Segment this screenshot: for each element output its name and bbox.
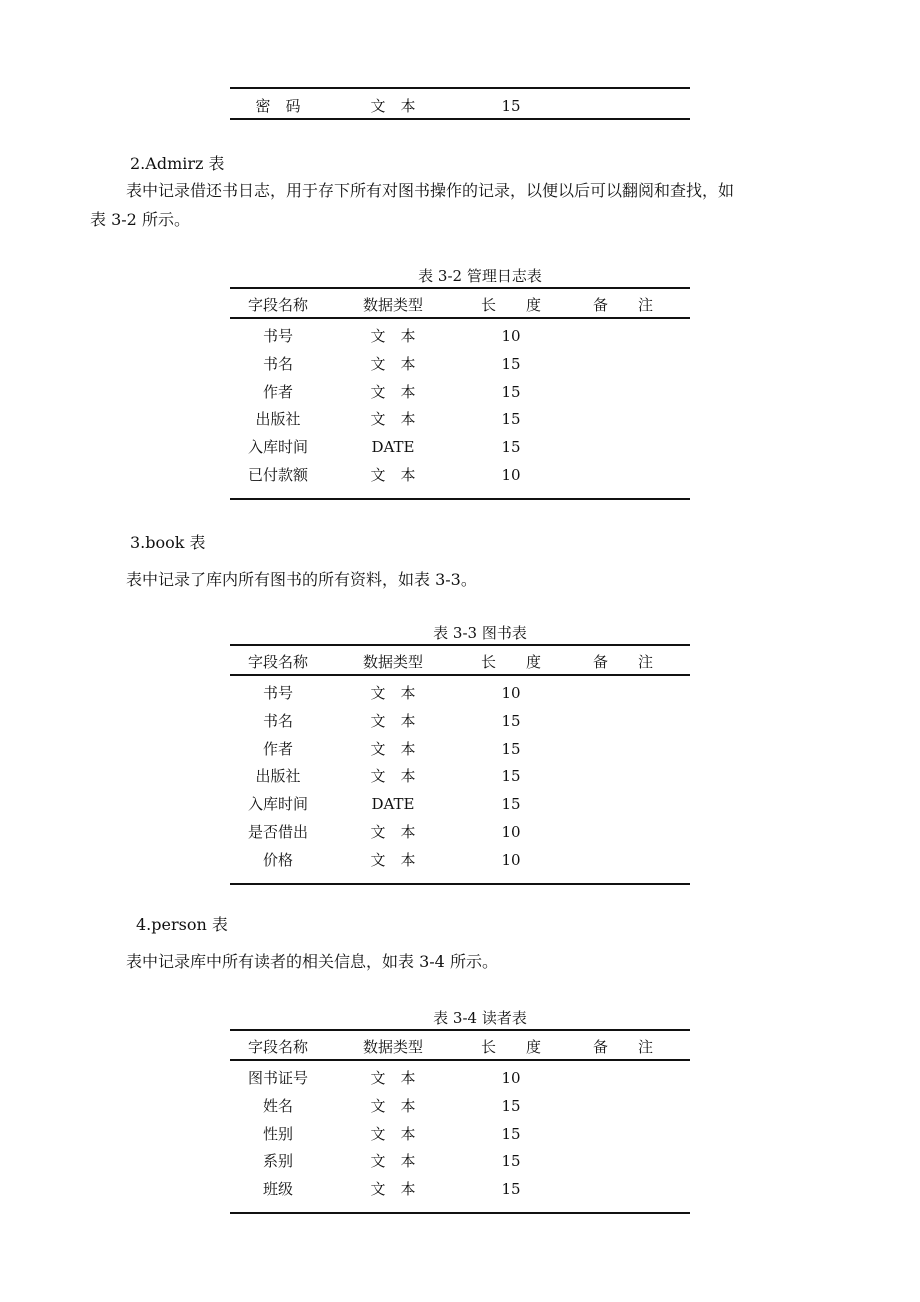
table-cell: 15 [501, 382, 521, 401]
table-cell: 文 本 [370, 1152, 416, 1171]
table-cell: 文 本 [370, 739, 416, 758]
table-cell: 已付款额 [247, 466, 309, 484]
table-cell: 文 本 [370, 97, 416, 115]
table-header-cell: 长 度 [480, 296, 542, 314]
table-cell: 15 [501, 767, 521, 786]
table-cell: 10 [501, 1069, 521, 1087]
table-cell: 文 本 [370, 767, 416, 786]
table-top-rule [230, 87, 690, 89]
table-cell: 书名 [262, 354, 294, 373]
table-cell: 系别 [262, 1152, 294, 1171]
data-table [230, 287, 690, 500]
table-top-rule [230, 1029, 690, 1031]
table-bottom-rule [230, 1212, 690, 1214]
table-header-cell: 数据类型 [362, 1038, 424, 1056]
table-cell: 出版社 [255, 410, 301, 429]
section-paragraph: 表中记录借还书日志，用于存下所有对图书操作的记录，以便以后可以翻阅和查找，如 [126, 181, 735, 200]
table-cell: 书号 [262, 327, 294, 345]
table-header-cell: 备 注 [592, 296, 654, 314]
table-cell: 15 [501, 1096, 521, 1115]
table-cell: 书号 [262, 684, 294, 702]
table-cell: 文 本 [370, 823, 416, 841]
table-header-cell: 备 注 [592, 653, 654, 671]
table-header-rule [230, 674, 690, 676]
table-header-cell: 字段名称 [247, 1038, 309, 1056]
table-top-rule [230, 287, 690, 289]
table-cell: 15 [501, 1152, 521, 1171]
table-cell: 入库时间 [247, 438, 309, 457]
table-header-cell: 数据类型 [362, 653, 424, 671]
table-cell: 15 [501, 1180, 521, 1199]
table-cell: 姓名 [262, 1096, 294, 1115]
table-cell: 15 [501, 354, 521, 373]
section-heading: 3.book 表 [130, 533, 206, 552]
table-cell: 是否借出 [247, 823, 309, 841]
table-bottom-rule [230, 883, 690, 885]
section-paragraph-cont: 表 3-2 所示。 [90, 210, 190, 229]
table-header-cell: 长 度 [480, 1038, 542, 1056]
table-cell: 文 本 [370, 1069, 416, 1087]
table-caption: 表 3-3 图书表 [433, 624, 527, 642]
data-table [230, 1029, 690, 1214]
table-cell: 15 [501, 438, 521, 457]
table-cell: DATE [371, 795, 415, 814]
table-cell: 15 [501, 795, 521, 814]
table-cell: 文 本 [370, 410, 416, 429]
table-cell: 15 [501, 711, 521, 730]
table-cell: 作者 [262, 382, 294, 401]
table-header-cell: 数据类型 [362, 296, 424, 314]
table-cell: 图书证号 [247, 1069, 309, 1087]
table-cell: 文 本 [370, 466, 416, 484]
table-cell: 10 [501, 327, 521, 345]
section-paragraph: 表中记录了库内所有图书的所有资料，如表 3-3。 [126, 570, 477, 589]
table-cell: 密 码 [255, 97, 301, 115]
data-table [230, 644, 690, 885]
table-cell: 10 [501, 684, 521, 702]
table-bottom-rule [230, 118, 690, 120]
section-heading: 2.Admirz 表 [130, 154, 225, 173]
table-cell: 书名 [262, 711, 294, 730]
table-cell: 文 本 [370, 684, 416, 702]
table-cell: 文 本 [370, 354, 416, 373]
table-cell: 15 [501, 97, 521, 115]
table-header-cell: 字段名称 [247, 296, 309, 314]
table-cell: 出版社 [255, 767, 301, 786]
table-caption: 表 3-2 管理日志表 [418, 267, 542, 285]
table-cell: 性别 [262, 1124, 294, 1143]
table-cell: 文 本 [370, 1180, 416, 1199]
table-bottom-rule [230, 498, 690, 500]
table-cell: 文 本 [370, 382, 416, 401]
section-paragraph: 表中记录库中所有读者的相关信息，如表 3-4 所示。 [126, 952, 498, 971]
table-cell: 10 [501, 466, 521, 484]
table-header-cell: 字段名称 [247, 653, 309, 671]
table-cell: 文 本 [370, 1096, 416, 1115]
table-cell: 15 [501, 739, 521, 758]
table-cell: DATE [371, 438, 415, 457]
table-cell: 作者 [262, 739, 294, 758]
table-header-cell: 备 注 [592, 1038, 654, 1056]
table-cell: 文 本 [370, 1124, 416, 1143]
top-table-fragment [230, 87, 690, 121]
table-header-cell: 长 度 [480, 653, 542, 671]
table-cell: 10 [501, 850, 521, 869]
table-header-rule [230, 1059, 690, 1061]
table-header-rule [230, 317, 690, 319]
table-cell: 文 本 [370, 711, 416, 730]
table-cell: 10 [501, 823, 521, 841]
table-cell: 入库时间 [247, 795, 309, 814]
table-top-rule [230, 644, 690, 646]
section-heading: 4.person 表 [136, 915, 228, 934]
table-cell: 文 本 [370, 327, 416, 345]
table-cell: 班级 [262, 1180, 294, 1199]
table-cell: 文 本 [370, 850, 416, 869]
table-cell: 15 [501, 1124, 521, 1143]
table-cell: 价格 [262, 850, 294, 869]
table-caption: 表 3-4 读者表 [433, 1009, 527, 1027]
table-cell: 15 [501, 410, 521, 429]
